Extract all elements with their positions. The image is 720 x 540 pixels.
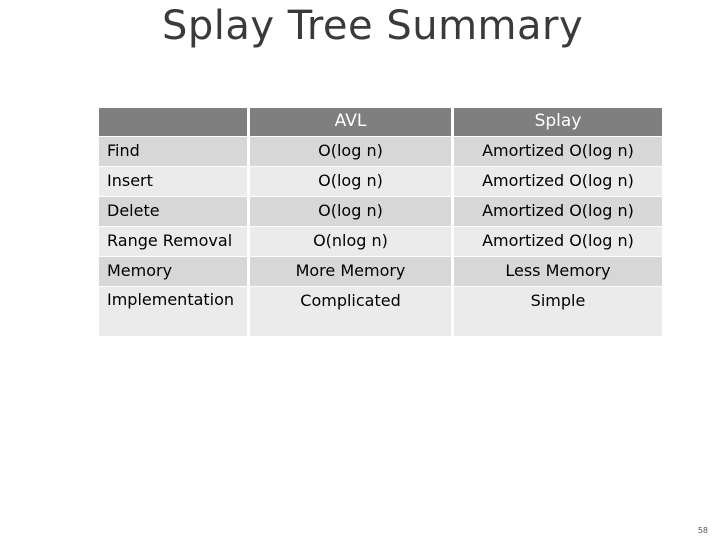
row-label-find: Find <box>99 137 247 166</box>
row-label-insert: Insert <box>99 167 247 196</box>
table-cell-avl: O(log n) <box>250 197 451 226</box>
table-cell-avl: O(log n) <box>250 137 451 166</box>
table-cell-splay: Simple <box>454 287 662 336</box>
table-header-splay: Splay <box>454 108 662 136</box>
row-label-implementation: Implementation <box>99 287 247 336</box>
slide-title: Splay Tree Summary <box>162 3 584 49</box>
table-cell-splay: Amortized O(log n) <box>454 167 662 196</box>
table-cell-splay: Amortized O(log n) <box>454 197 662 226</box>
page-number: 58 <box>697 526 708 535</box>
row-label-delete: Delete <box>99 197 247 226</box>
comparison-table <box>99 108 662 336</box>
row-label-memory: Memory <box>99 257 247 286</box>
table-header-corner <box>99 108 247 136</box>
table-cell-avl: O(log n) <box>250 167 451 196</box>
table-cell-avl: O(nlog n) <box>250 227 451 256</box>
table-cell-avl: More Memory <box>250 257 451 286</box>
table-cell-avl: Complicated <box>250 287 451 336</box>
table-cell-splay: Amortized O(log n) <box>454 227 662 256</box>
row-label-range-removal: Range Removal <box>99 227 247 256</box>
table-cell-splay: Less Memory <box>454 257 662 286</box>
table-cell-splay: Amortized O(log n) <box>454 137 662 166</box>
table-header-avl: AVL <box>250 108 451 136</box>
